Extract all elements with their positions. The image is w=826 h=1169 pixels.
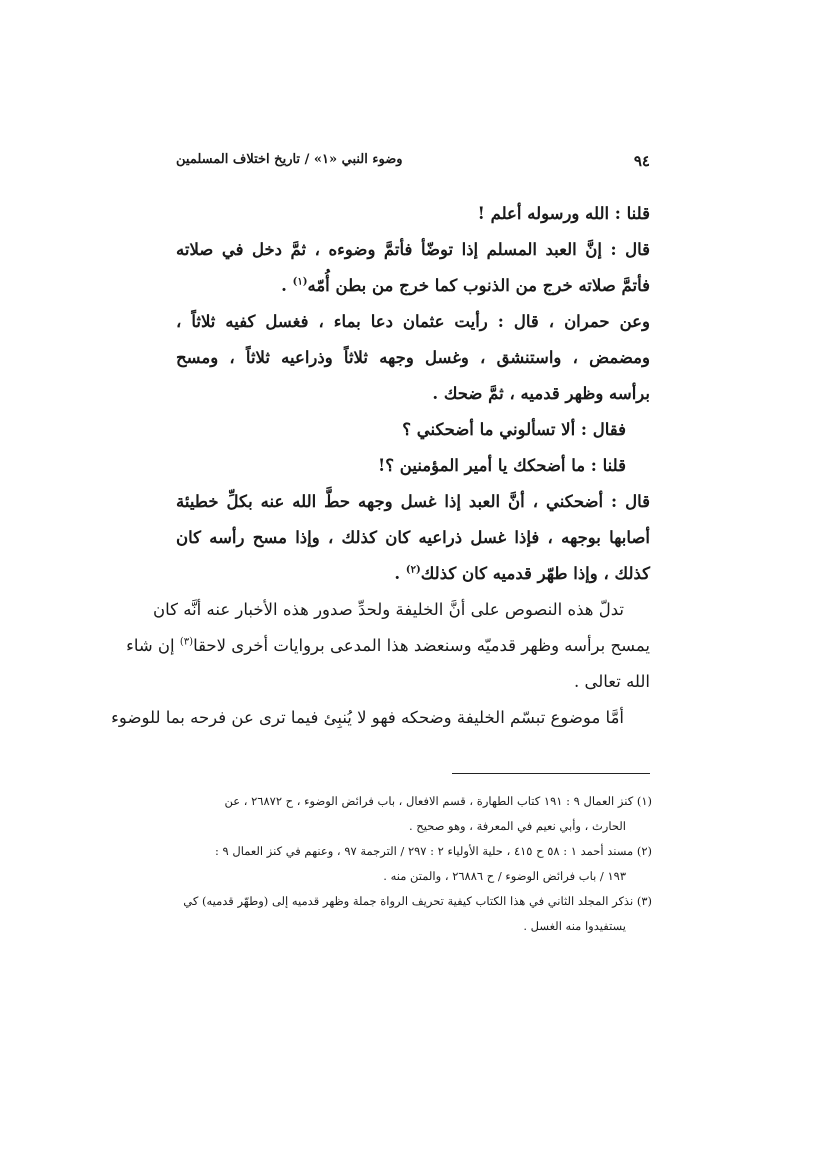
text-line: أمَّا موضوع تبسّم الخليفة وضحكه فهو لا يُنبِئ فيما ترى عن فرحه بما للوضوء: [111, 708, 624, 727]
footnote-line: ١٩٣ / باب فرائض الوضوء / ح ٢٦٨٨٦ ، والمتن منه .: [383, 869, 626, 883]
page-number: ٩٤: [633, 152, 650, 170]
footnote-line: يستفيدوا منه الغسل .: [523, 919, 626, 933]
text-line: [176, 556, 650, 592]
text-line: [176, 268, 650, 304]
footnote-line: (٣) نذكر المجلد الثاني في هذا الكتاب كيفية تحريف الرواة جملة وظهر قدميه إلى (وطهّر قدميه) كي: [183, 894, 652, 908]
footnote-ref: (١): [292, 276, 308, 288]
text-line: قال : إنَّ العبد المسلم إذا توضّأ فأتمَّ وضوءه ، ثمَّ دخل في صلاته: [176, 240, 650, 259]
footnote-ref: (٣): [179, 636, 194, 648]
text-span: .: [281, 276, 293, 295]
footnote-divider: [452, 773, 650, 774]
text-span: إن شاء: [126, 636, 180, 655]
text-line: فقال : ألا تسألوني ما أضحكني ؟: [402, 420, 626, 439]
running-title: وضوء النبي «١» / تاريخ اختلاف المسلمين: [176, 152, 403, 167]
footnote-line: الحارث ، وأبي نعيم في المعرفة ، وهو صحيح .: [408, 819, 626, 833]
text-line: وعن حمران ، قال : رأيت عثمان دعا بماء ، فغسل كفيه ثلاثاً ،: [176, 312, 650, 331]
text-line: قلنا : الله ورسوله أعلم !: [477, 204, 650, 223]
text-span: كذلك ، وإذا طهّر قدميه كان كذلك: [420, 564, 650, 583]
text-line: قلنا : ما أضحكك يا أمير المؤمنين ؟!: [378, 456, 626, 475]
footnote-2: [165, 839, 652, 889]
footnote-1: [165, 789, 652, 839]
text-span: .: [394, 564, 406, 583]
text-line: قال : أضحكني ، أنَّ العبد إذا غسل وجهه حطَّ الله عنه بكلِّ خطيئة: [176, 492, 650, 511]
page-header: [176, 152, 650, 182]
text-line: برأسه وظهر قدميه ، ثمَّ ضحك .: [432, 384, 650, 403]
footnote-3: [165, 889, 652, 939]
body-text: [111, 196, 650, 736]
footnote-line: (٢) مسند أحمد ١ : ٥٨ ح ٤١٥ ، حلية الأولياء ٢ : ٢٩٧ / الترجمة ٩٧ ، وعنهم في كنز العمال ٩ :: [214, 844, 652, 858]
text-line: [126, 628, 650, 664]
text-line: أصابها بوجهه ، فإذا غسل ذراعيه كان كذلك ، وإذا مسح رأسه كان: [176, 528, 650, 547]
text-line: تدلّ هذه النصوص على أنَّ الخليفة ولحدِّ صدور هذه الأخبار عنه أنَّه كان: [153, 600, 624, 619]
text-span: يمسح برأسه وظهر قدميّه وسنعضد هذا المدعى بروايات أخرى لاحقا: [193, 636, 650, 655]
footnote-line: (١) كنز العمال ٩ : ١٩١ كتاب الطهارة ، قسم الافعال ، باب فرائض الوضوء ، ح ٢٦٨٧٢ ، عن: [224, 794, 652, 808]
text-line: ومضمض ، واستنشق ، وغسل وجهه ثلاثاً وذراعيه ثلاثاً ، ومسح: [176, 348, 650, 367]
text-line: الله تعالى .: [573, 672, 650, 691]
text-span: فأتمَّ صلاته خرج من الذنوب كما خرج من بطن أُمّه: [307, 276, 650, 295]
footnote-ref: (٢): [405, 564, 421, 576]
footnotes: [165, 789, 652, 939]
